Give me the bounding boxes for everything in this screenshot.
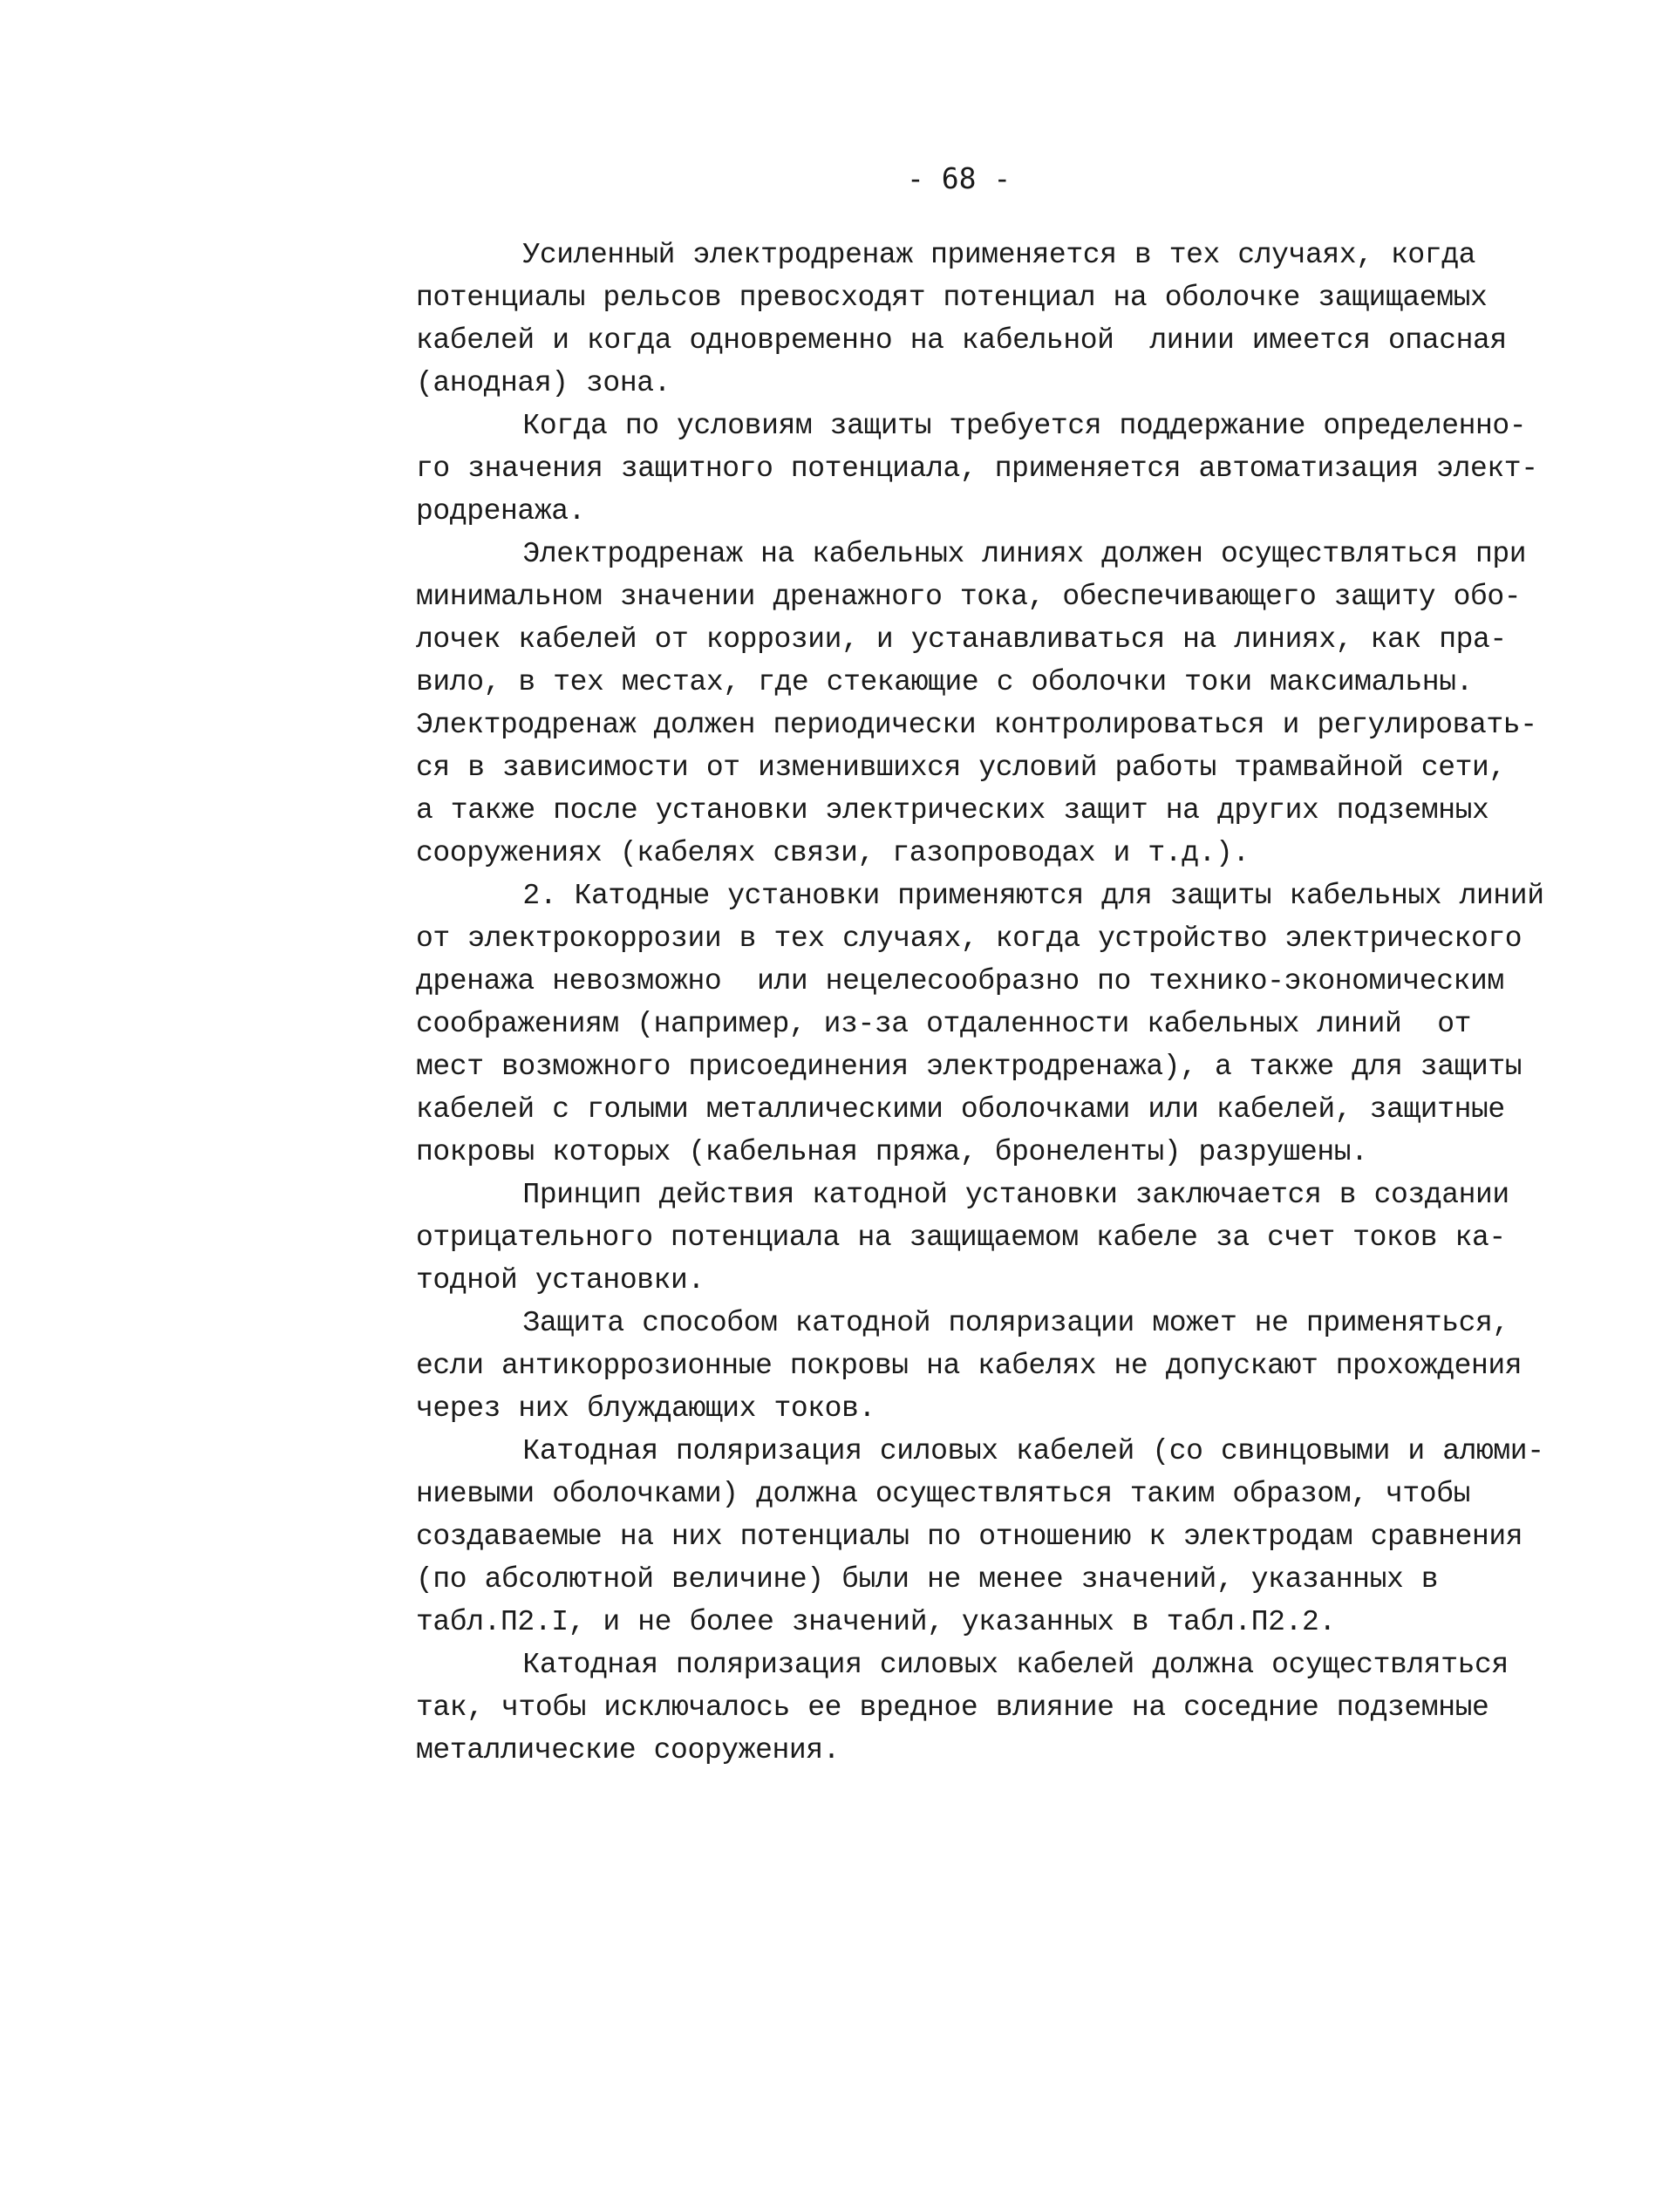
text-line: сооружениях (кабелях связи, газопроводах и т.д.).	[416, 837, 1250, 869]
text-line: соображениям (например, из-за отдаленности кабельных линий от	[416, 1008, 1472, 1040]
text-line: если антикоррозионные покровы на кабелях не допускают прохождения	[416, 1350, 1523, 1382]
text-line: лочек кабелей от коррозии, и устанавливаться на линиях, как пра-	[416, 623, 1507, 656]
text-line: так, чтобы исключалось ее вредное влияние на соседние подземные	[416, 1691, 1489, 1724]
text-line: от электрокоррозии в тех случаях, когда устройство электрического	[416, 922, 1523, 955]
text-line: ся в зависимости от изменившихся условий работы трамвайной сети,	[416, 752, 1506, 784]
text-line: кабелей и когда одновременно на кабельной линии имеется опасная	[416, 324, 1507, 357]
text-line: вило, в тех местах, где стекающие с оболочки токи максимальны.	[416, 666, 1474, 698]
text-line: ниевыми оболочками) должна осуществляться таким образом, чтобы	[416, 1478, 1471, 1510]
page-number: - 68 -	[907, 161, 1012, 195]
text-line: родренажа.	[416, 495, 586, 527]
text-line: тодной установки.	[416, 1264, 705, 1297]
text-line: (анодная) зона.	[416, 367, 671, 399]
body-text	[416, 234, 1558, 1772]
text-line: покровы которых (кабельная пряжа, бронеленты) разрушены.	[416, 1136, 1368, 1168]
text-line: Защита способом катодной поляризации может не применяться,	[416, 1307, 1509, 1339]
text-line: (по абсолютной величине) были не менее значений, указанных в	[416, 1563, 1439, 1596]
text-line: металлические сооружения.	[416, 1734, 841, 1766]
text-line: Принцип действия катодной установки заключается в создании	[416, 1179, 1509, 1211]
text-line: Электродренаж должен периодически контролироваться и регулировать-	[416, 709, 1537, 741]
text-line: через них блуждающих токов.	[416, 1392, 875, 1425]
text-line: Катодная поляризация силовых кабелей (со свинцовыми и алюми-	[416, 1435, 1544, 1467]
text-line: Когда по условиям защиты требуется поддержание определенно-	[416, 410, 1527, 442]
text-line: Электродренаж на кабельных линиях должен осуществляться при	[416, 538, 1527, 570]
text-line: 2. Катодные установки применяются для защиты кабельных линий	[416, 880, 1544, 912]
text-line: создаваемые на них потенциалы по отношению к электродам сравнения	[416, 1521, 1523, 1553]
text-line: мест возможного присоединения электродренажа), а также для защиты	[416, 1051, 1523, 1083]
text-line: отрицательного потенциала на защищаемом кабеле за счет токов ка-	[416, 1222, 1506, 1254]
text-line: минимальном значении дренажного тока, обеспечивающего защиту обо-	[416, 581, 1522, 613]
text-line: го значения защитного потенциала, применяется автоматизация элект-	[416, 453, 1538, 485]
text-line: дренажа невозможно или нецелесообразно по технико-экономическим	[416, 965, 1504, 997]
text-line: Катодная поляризация силовых кабелей должна осуществляться	[416, 1649, 1509, 1681]
text-line: а также после установки электрических защит на других подземных	[416, 794, 1489, 827]
text-line: потенциалы рельсов превосходят потенциал на оболочке защищаемых	[416, 282, 1488, 314]
text-line: табл.П2.I, и не более значений, указанных в табл.П2.2.	[416, 1606, 1336, 1638]
text-line: Усиленный электродренаж применяется в тех случаях, когда	[416, 239, 1476, 271]
text-line: кабелей с голыми металлическими оболочками или кабелей, защитные	[416, 1093, 1505, 1126]
